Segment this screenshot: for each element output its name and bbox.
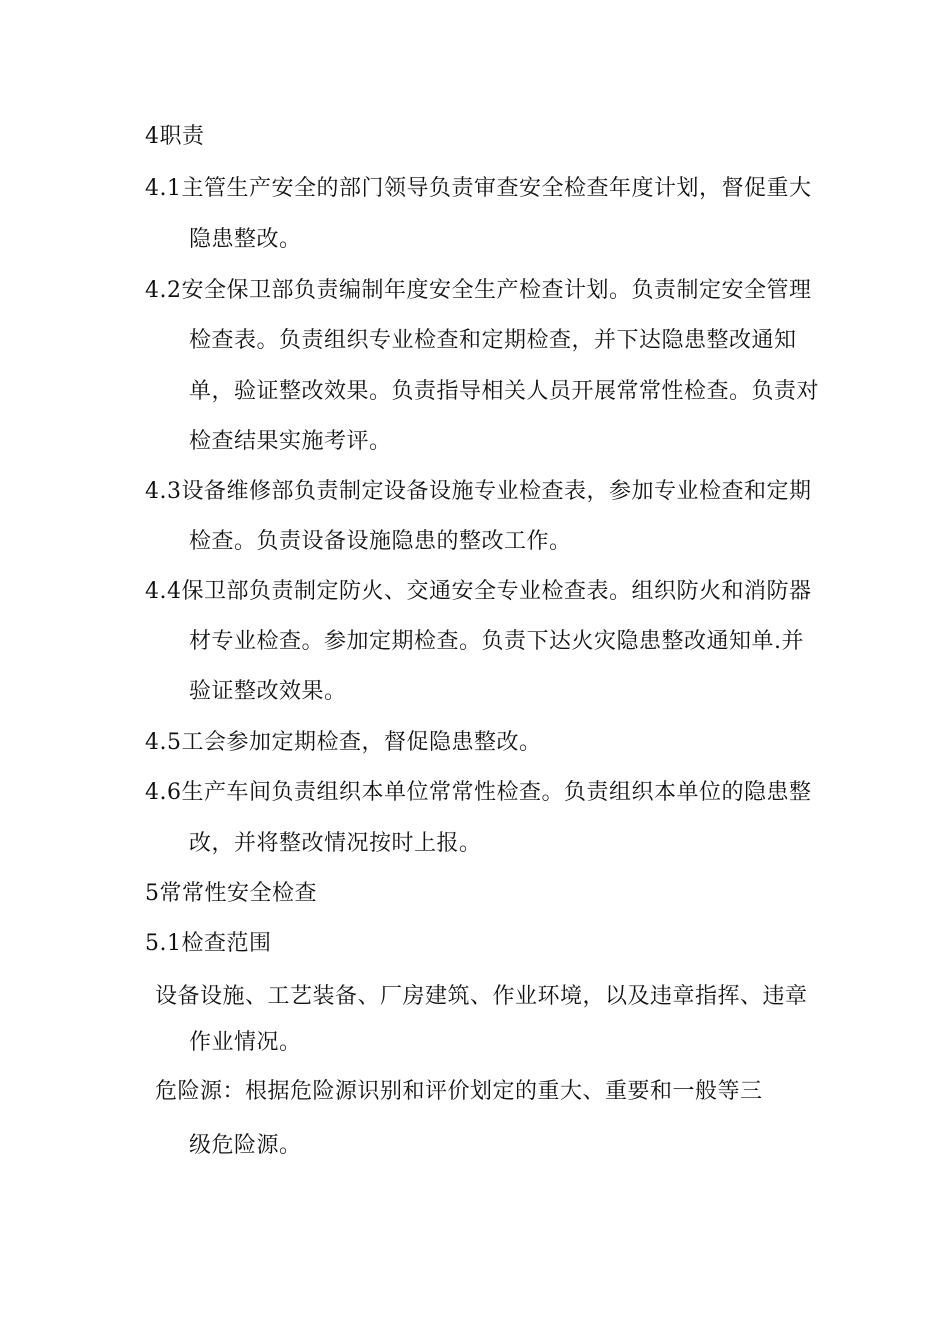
paragraph-4-6-line-2: 改，并将整改情况按时上报。: [189, 831, 482, 856]
paragraph-4-4-line-2: 材专业检查。参加定期检查。负责下达火灾隐患整改通知单.并: [189, 629, 804, 654]
paragraph-4-2-line-3: 单，验证整改效果。负责指导相关人员开展常常性检查。负责对: [189, 379, 820, 404]
paragraph-hazard-line-1: 危险源：根据危险源识别和评价划定的重大、重要和一般等三: [155, 1079, 763, 1104]
paragraph-hazard-line-2: 级危险源。: [189, 1133, 302, 1158]
paragraph-scope-line-2: 作业情况。: [189, 1030, 302, 1055]
section-heading-4: 4职责: [145, 124, 205, 149]
section-heading-5: 5常常性安全检查: [145, 881, 317, 906]
paragraph-4-1-line-1: 4.1主管生产安全的部门领导负责审查安全检查年度计划，督促重大: [145, 176, 812, 201]
paragraph-4-3-line-2: 检查。负责设备设施隐患的整改工作。: [189, 529, 572, 554]
paragraph-scope-line-1: 设备设施、工艺装备、厂房建筑、作业环境，以及违章指挥、违章: [155, 984, 808, 1009]
subsection-heading-5-1: 5.1检查范围: [145, 931, 272, 956]
paragraph-4-5-line-1: 4.5工会参加定期检查，督促隐患整改。: [145, 730, 542, 755]
paragraph-4-6-line-1: 4.6生产车间负责组织本单位常常性检查。负责组织本单位的隐患整: [145, 780, 812, 805]
paragraph-4-2-line-2: 检查表。负责组织专业检查和定期检查，并下达隐患整改通知: [189, 328, 797, 353]
paragraph-4-4-line-3: 验证整改效果。: [189, 679, 347, 704]
paragraph-4-2-line-4: 检查结果实施考评。: [189, 429, 392, 454]
paragraph-4-1-line-2: 隐患整改。: [189, 227, 302, 252]
paragraph-4-3-line-1: 4.3设备维修部负责制定设备设施专业检查表，参加专业检查和定期: [145, 479, 812, 504]
paragraph-4-4-line-1: 4.4保卫部负责制定防火、交通安全专业检查表。组织防火和消防器: [145, 579, 812, 604]
paragraph-4-2-line-1: 4.2安全保卫部负责编制年度安全生产检查计划。负责制定安全管理: [145, 278, 812, 303]
